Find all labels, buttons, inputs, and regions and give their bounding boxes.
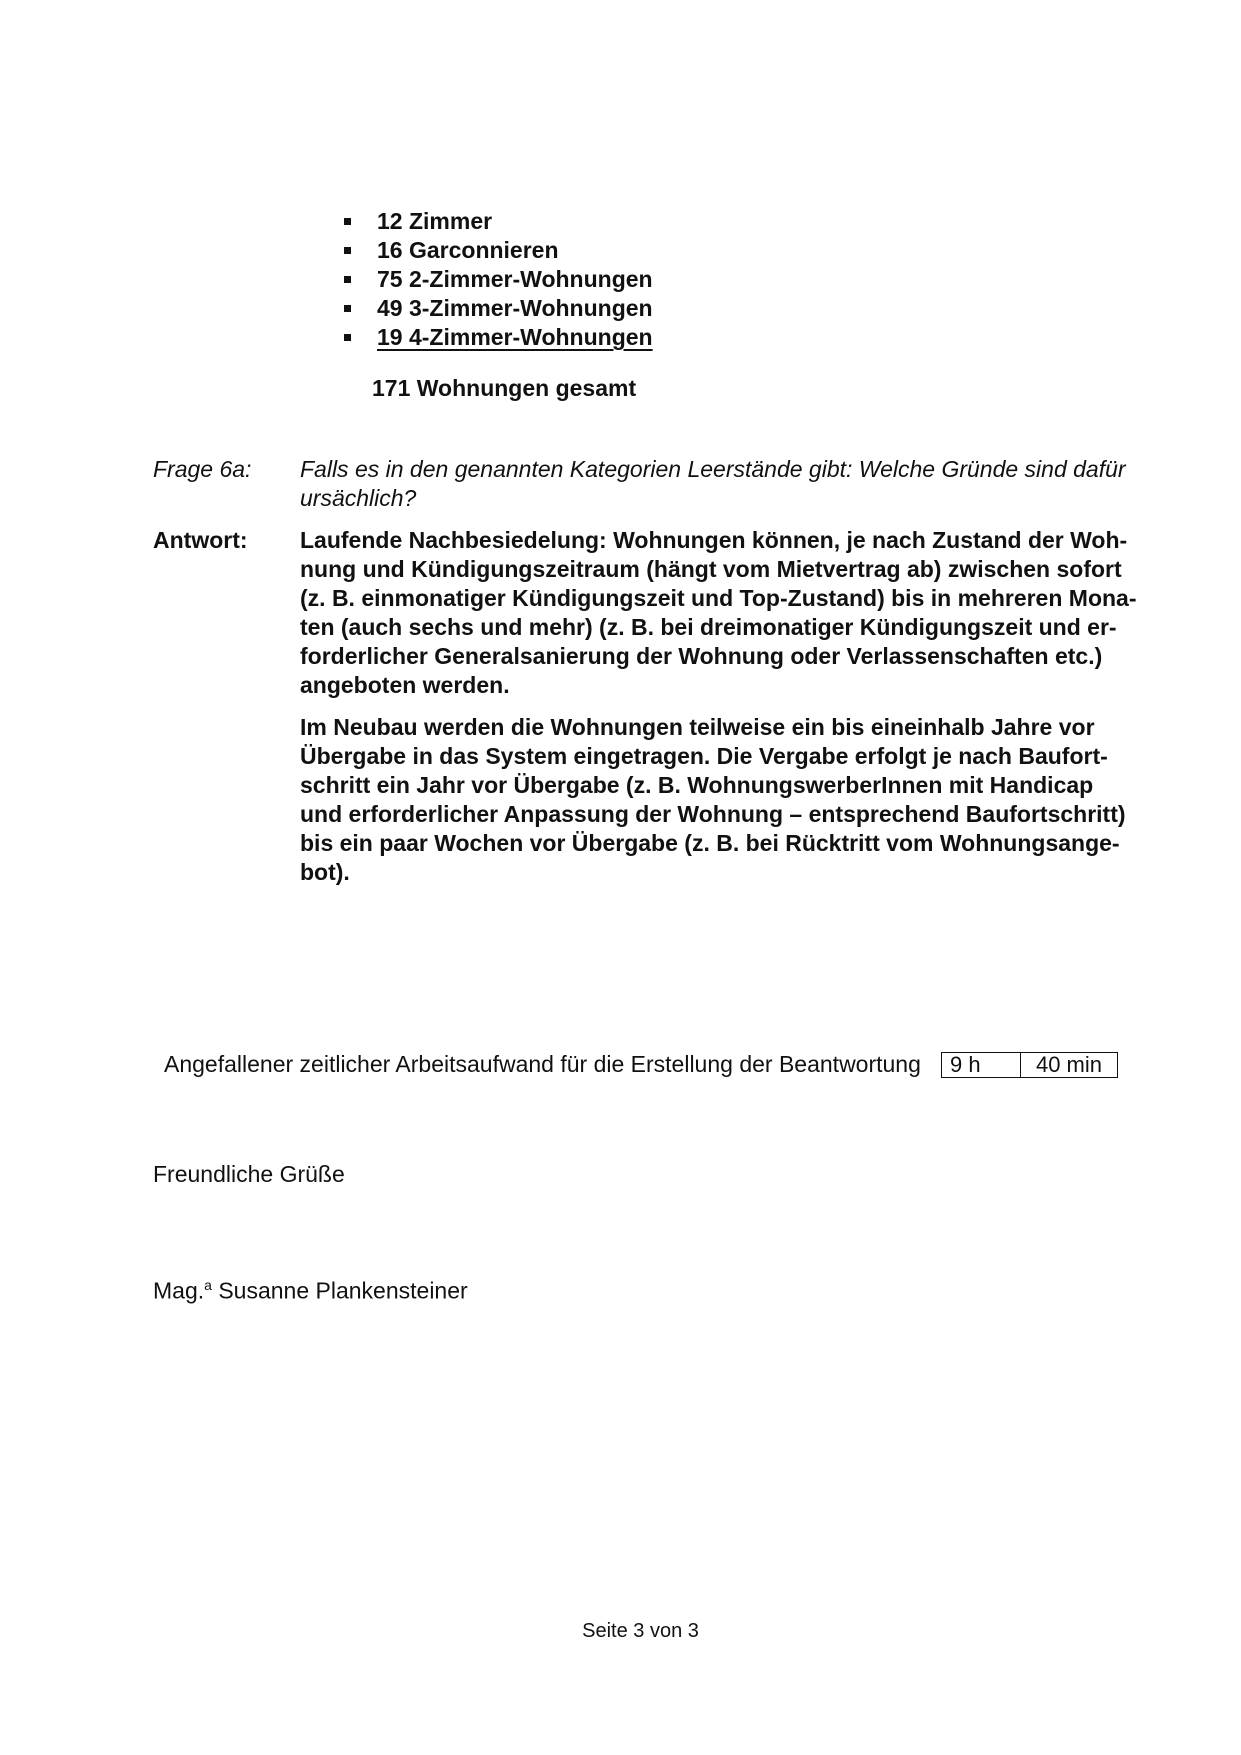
square-bullet-icon: [344, 334, 351, 341]
effort-hours: 9 h: [942, 1053, 1021, 1078]
list-item: 16 Garconnieren: [340, 236, 653, 265]
answer-line: schritt ein Jahr vor Übergabe (z. B. WohnungswerberInnen mit Handicap: [300, 772, 1094, 798]
effort-table: [941, 1052, 1118, 1078]
signature-superscript: a: [204, 1277, 212, 1293]
list-item: 12 Zimmer: [340, 207, 653, 236]
answer-line: Im Neubau werden die Wohnungen teilweise ein bis eineinhalb Jahre vor: [300, 714, 1095, 740]
list-item: 49 3-Zimmer-Wohnungen: [340, 294, 653, 323]
answer-line: forderlicher Generalsanierung der Wohnung oder Verlassenschaften etc.): [300, 643, 1103, 669]
apartment-category-list: [340, 207, 653, 352]
page-footer: Seite 3 von 3: [582, 1620, 699, 1642]
question-line: Falls es in den genannten Kategorien Leerstände gibt: Welche Gründe sind dafür: [300, 456, 1126, 482]
answer-paragraph-2: [300, 713, 1140, 887]
square-bullet-icon: [344, 276, 351, 283]
answer-line: Übergabe in das System eingetragen. Die Vergabe erfolgt je nach Baufort-: [300, 743, 1108, 769]
question-text: [300, 455, 1140, 513]
question-line: ursächlich?: [300, 485, 417, 511]
list-item: 75 2-Zimmer-Wohnungen: [340, 265, 653, 294]
signature: [153, 1271, 468, 1306]
answer-label: Antwort:: [153, 527, 248, 553]
answer-line: und erforderlicher Anpassung der Wohnung – entsprechend Baufortschritt): [300, 801, 1126, 827]
question-label: Frage 6a:: [153, 456, 252, 482]
apartment-total: 171 Wohnungen gesamt: [372, 375, 637, 401]
answer-line: Laufende Nachbesiedelung: Wohnungen können, je nach Zustand der Woh-: [300, 527, 1128, 553]
answer-line: angeboten werden.: [300, 672, 510, 698]
list-item: 19 4-Zimmer-Wohnungen: [340, 323, 653, 352]
answer-line: ten (auch sechs und mehr) (z. B. bei dreimonatiger Kündigungszeit und er-: [300, 614, 1117, 640]
effort-label: Angefallener zeitlicher Arbeitsaufwand für die Erstellung der Beantwortung: [164, 1051, 921, 1077]
answer-line: nung und Kündigungszeitraum (hängt vom Mietvertrag ab) zwischen sofort: [300, 556, 1122, 582]
effort-minutes: 40 min: [1021, 1053, 1118, 1078]
signature-name: Susanne Plankensteiner: [218, 1277, 468, 1304]
square-bullet-icon: [344, 218, 351, 225]
closing-greeting: Freundliche Grüße: [153, 1161, 345, 1187]
answer-paragraph-1: [300, 526, 1140, 700]
square-bullet-icon: [344, 305, 351, 312]
signature-prefix: Mag.: [153, 1277, 205, 1304]
answer-line: bot).: [300, 859, 350, 885]
answer-line: bis ein paar Wochen vor Übergabe (z. B. bei Rücktritt vom Wohnungsange-: [300, 830, 1120, 856]
answer-line: (z. B. einmonatiger Kündigungszeit und Top-Zustand) bis in mehreren Mona-: [300, 585, 1137, 611]
effort-row: [164, 1050, 921, 1078]
square-bullet-icon: [344, 247, 351, 254]
